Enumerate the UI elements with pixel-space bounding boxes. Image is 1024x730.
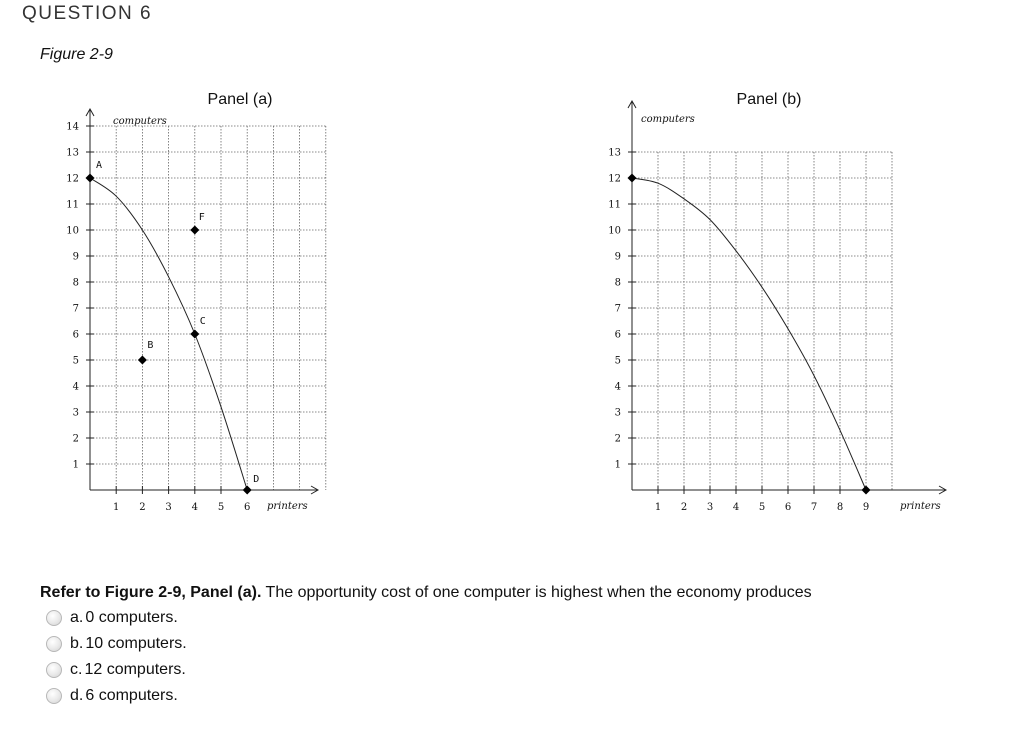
panel-a-point-label-a: A [96, 160, 103, 171]
question-prompt-reference: Refer to Figure 2-9, Panel (a). [40, 584, 262, 601]
option-d-radio[interactable] [46, 688, 62, 704]
panel-b-point-endpoint [628, 174, 637, 183]
panel-a-x-tick-label: 5 [217, 502, 225, 513]
panel-a-point-d [243, 486, 252, 495]
panel-a-point-c [190, 330, 199, 339]
option-d-letter: d. [70, 687, 84, 704]
panel-a-x-tick-label: 6 [244, 502, 251, 513]
panel-a-axes [86, 109, 318, 494]
panel-b-x-tick-label: 9 [862, 502, 870, 513]
panel-b-y-tick-label: 4 [614, 381, 621, 393]
panel-a-x-tick-label: 3 [165, 502, 172, 513]
question-prompt-text: The opportunity cost of one computer is highest when the economy produces [265, 584, 812, 601]
option-a[interactable] [46, 605, 187, 631]
panel-b-y-tick-label: 2 [614, 433, 621, 445]
option-a-letter: a. [70, 609, 84, 626]
panel-b-y-tick-label: 11 [608, 199, 621, 211]
option-b[interactable] [46, 631, 187, 657]
panel-a-y-axis-label: computers [113, 116, 167, 127]
panel-b-y-tick-label: 6 [614, 329, 621, 341]
panel-b-ticks [608, 148, 869, 514]
panel-b-y-tick-label: 8 [614, 277, 621, 289]
option-c-text: 12 computers. [84, 661, 186, 678]
panel-a-x-tick-label: 4 [191, 502, 198, 513]
panel-a-y-tick-label: 6 [72, 329, 79, 341]
panel-b-y-tick-label: 5 [614, 355, 621, 367]
panel-b-x-tick-label: 1 [654, 502, 662, 513]
panel-a-y-tick-label: 2 [72, 433, 79, 445]
panel-a-y-tick-label: 5 [72, 355, 79, 367]
figure-title: Figure 2-9 [40, 46, 113, 63]
option-d[interactable] [46, 683, 187, 709]
panel-a-title: Panel (a) [207, 91, 273, 108]
panel-b-y-tick-label: 12 [608, 173, 621, 185]
question-number: QUESTION 6 [22, 3, 153, 24]
panel-b-title: Panel (b) [736, 91, 802, 108]
answer-options [46, 605, 187, 709]
option-a-radio[interactable] [46, 610, 62, 626]
panel-b-grid [632, 152, 892, 490]
panel-a-y-tick-label: 12 [66, 173, 79, 185]
option-a-text: 0 computers. [85, 609, 178, 626]
panel-b-x-tick-label: 6 [784, 502, 792, 513]
option-c-letter: c. [70, 661, 83, 678]
panel-a-y-tick-label: 1 [72, 459, 79, 471]
panel-a-grid [90, 126, 326, 490]
option-b-radio[interactable] [46, 636, 62, 652]
panel-a-point-label-c: C [199, 316, 206, 327]
panel-b-x-tick-label: 5 [758, 502, 766, 513]
option-c-radio[interactable] [46, 662, 62, 678]
panel-a-x-tick-label: 2 [139, 502, 146, 513]
panel-a-point-label-b: B [147, 340, 154, 351]
panel-b-y-tick-label: 7 [614, 303, 621, 315]
panel-a-x-tick-label: 1 [113, 502, 120, 513]
panel-b-x-tick-label: 2 [680, 502, 688, 513]
option-c[interactable] [46, 657, 187, 683]
panel-b-y-tick-label: 13 [608, 147, 621, 159]
panel-b-y-tick-label: 9 [614, 251, 621, 263]
panel-a-point-label-d: D [253, 474, 260, 485]
panel-b-x-tick-label: 7 [810, 502, 818, 513]
panel-b-x-tick-label: 3 [706, 502, 714, 513]
panel-a-point-f [190, 226, 199, 235]
chart-panel-b [608, 91, 946, 513]
panel-a-y-tick-label: 4 [72, 381, 79, 393]
question-prompt [40, 584, 812, 602]
panel-a-point-a [86, 174, 95, 183]
panel-b-point-endpoint [862, 486, 871, 495]
option-d-text: 6 computers. [85, 687, 178, 704]
panel-a-y-tick-label: 7 [72, 303, 79, 315]
panel-a-x-axis-label: printers [267, 501, 308, 512]
panel-a-y-tick-label: 11 [66, 199, 79, 211]
option-b-letter: b. [70, 635, 84, 652]
panel-a-y-tick-label: 8 [72, 277, 79, 289]
panel-b-y-tick-label: 3 [614, 407, 621, 419]
panel-a-y-tick-label: 13 [66, 147, 79, 159]
panel-a-y-tick-label: 10 [66, 225, 79, 237]
panel-a-y-tick-label: 9 [72, 251, 79, 263]
chart-panel-a [66, 91, 326, 513]
panel-a-point-b [138, 356, 147, 365]
panel-b-x-tick-label: 8 [836, 502, 844, 513]
option-b-text: 10 computers. [85, 635, 187, 652]
panel-a-y-tick-label: 14 [66, 121, 79, 133]
panel-b-x-axis-label: printers [900, 501, 941, 512]
panel-a-point-label-f: F [198, 212, 205, 223]
panel-b-y-tick-label: 1 [614, 459, 621, 471]
panel-b-y-tick-label: 10 [608, 225, 621, 237]
panel-b-x-tick-label: 4 [732, 502, 740, 513]
panel-b-y-axis-label: computers [641, 114, 695, 125]
panel-a-y-tick-label: 3 [72, 407, 79, 419]
panel-b-axes [628, 101, 946, 494]
